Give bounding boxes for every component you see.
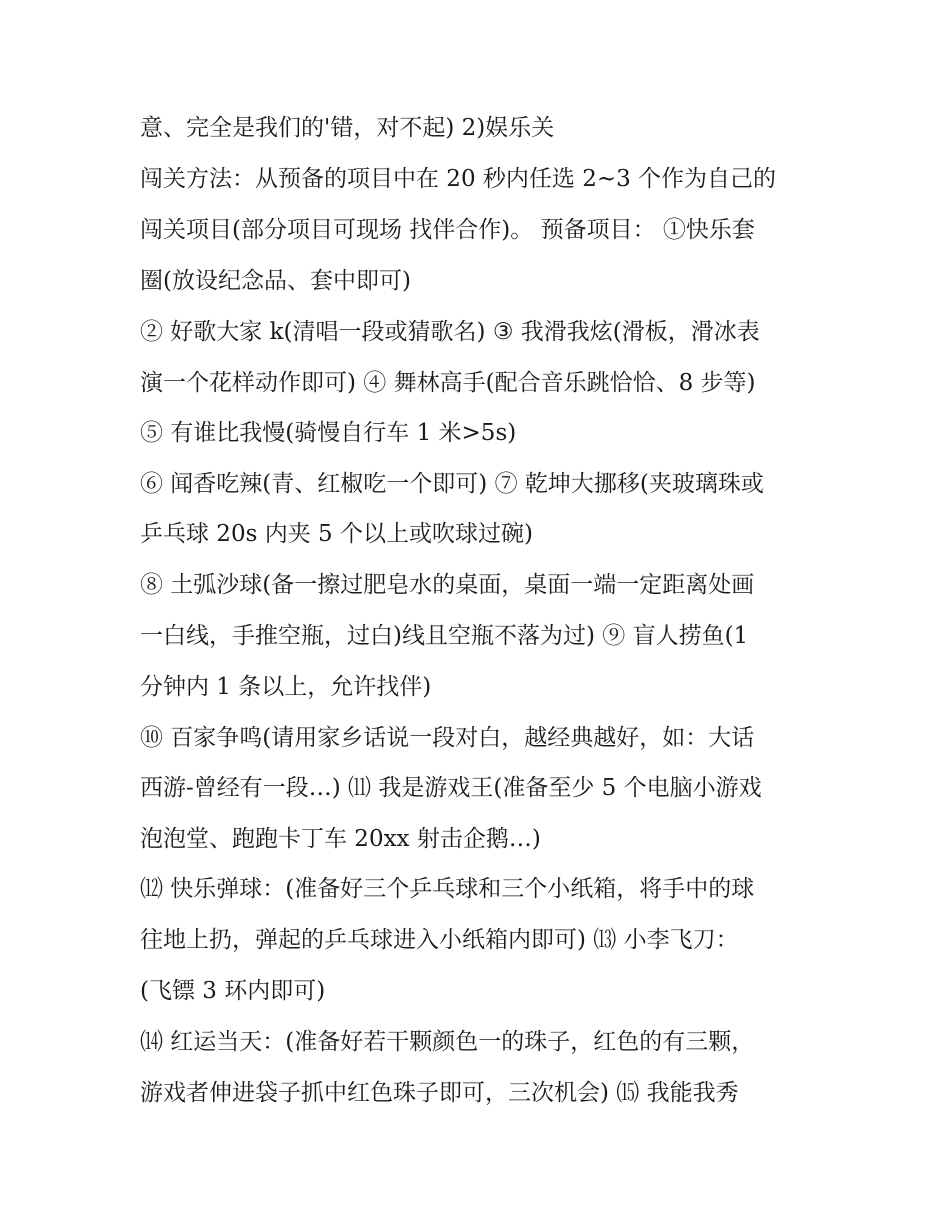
text-line: 闯关方法：从预备的项目中在 20 秒内任选 2~3 个作为自己的 <box>140 166 777 192</box>
text-line: ⑩ 百家争鸣(请用家乡话说一段对白，越经典越好，如：大话 <box>140 725 755 751</box>
text-line: ⑤ 有谁比我慢(骑慢自行车 1 米>5s) <box>140 420 517 446</box>
text-line: 乒乓球 20s 内夹 5 个以上或吹球过碗) <box>140 521 533 547</box>
text-line: ⒁ 红运当天：(准备好若干颗颜色一的珠子，红色的有三颗， <box>140 1029 755 1055</box>
text-line: (飞镖 3 环内即可) <box>140 978 326 1004</box>
text-line: 闯关项目(部分项目可现场 找伴合作)。 预备项目： ①快乐套 <box>140 217 755 243</box>
text-line: 演一个花样动作即可) ④ 舞林高手(配合音乐跳恰恰、8 步等) <box>140 370 756 396</box>
text-line: 泡泡堂、跑跑卡丁车 20xx 射击企鹅…) <box>140 826 541 852</box>
text-line: 一白线，手推空瓶，过白)线且空瓶不落为过) ⑨ 盲人捞鱼(1 <box>140 623 749 649</box>
text-line: 西游-曾经有一段…) ⑾ 我是游戏王(准备至少 5 个电脑小游戏 <box>140 775 762 801</box>
text-line: ⑥ 闻香吃辣(青、红椒吃一个即可) ⑦ 乾坤大挪移(夹玻璃珠或 <box>140 471 764 497</box>
text-line: ② 好歌大家 k(清唱一段或猜歌名) ③ 我滑我炫(滑板，滑冰表 <box>140 319 760 345</box>
text-line: ⑧ 土弧沙球(备一擦过肥皂水的桌面，桌面一端一定距离处画 <box>140 572 755 598</box>
text-line: 分钟内 1 条以上，允许找伴) <box>140 674 432 700</box>
text-line: 圈(放设纪念品、套中即可) <box>140 268 411 294</box>
text-line: 游戏者伸进袋子抓中红色珠子即可，三次机会) ⒂ 我能我秀 <box>140 1080 739 1106</box>
text-line: ⑿ 快乐弹球：(准备好三个乒乓球和三个小纸箱，将手中的球 <box>140 876 755 902</box>
text-line: 意、完全是我们的'错，对不起) 2)娱乐关 <box>140 115 555 141</box>
text-line: 往地上扔，弹起的乒乓球进入小纸箱内即可) ⒀ 小李飞刀： <box>140 927 739 953</box>
